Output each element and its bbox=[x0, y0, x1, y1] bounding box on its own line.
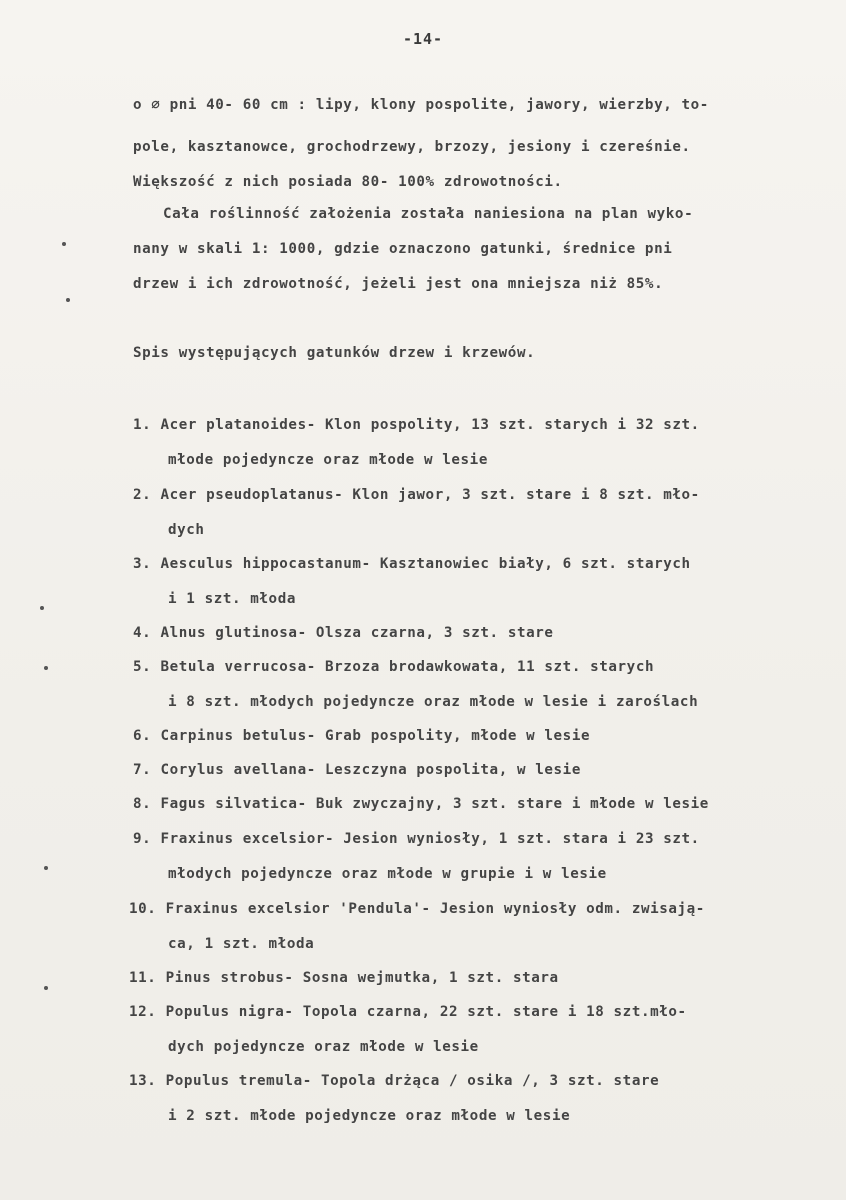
item-text: Populus tremula- Topola drżąca / osika /, 3 szt. stare bbox=[165, 1073, 660, 1089]
item-number: 11. bbox=[129, 970, 157, 986]
list-item bbox=[133, 728, 590, 744]
margin-mark bbox=[62, 242, 66, 246]
list-item bbox=[133, 487, 700, 503]
item-text: Populus nigra- Topola czarna, 22 szt. stare i 18 szt.mło- bbox=[165, 1004, 687, 1020]
text-line: Większość z nich posiada 80- 100% zdrowotności. bbox=[133, 174, 563, 190]
list-item bbox=[133, 831, 700, 847]
item-text: Carpinus betulus- Grab pospolity, młode w lesie bbox=[160, 728, 591, 744]
item-text: Betula verrucosa- Brzoza brodawkowata, 11 szt. starych bbox=[160, 659, 655, 675]
list-item bbox=[133, 762, 581, 778]
item-number: 7. bbox=[133, 762, 152, 778]
item-number: 4. bbox=[133, 625, 152, 641]
item-continuation: dych bbox=[168, 522, 205, 538]
item-number: 5. bbox=[133, 659, 152, 675]
text-line: drzew i ich zdrowotność, jeżeli jest ona mniejsza niż 85%. bbox=[133, 276, 664, 292]
item-text: Aesculus hippocastanum- Kasztanowiec biały, 6 szt. starych bbox=[160, 556, 691, 572]
item-continuation: i 2 szt. młode pojedyncze oraz młode w lesie bbox=[168, 1108, 571, 1124]
item-continuation: dych pojedyncze oraz młode w lesie bbox=[168, 1039, 479, 1055]
margin-mark bbox=[44, 666, 48, 670]
margin-mark bbox=[44, 986, 48, 990]
item-continuation: młodych pojedyncze oraz młode w grupie i w lesie bbox=[168, 866, 607, 882]
margin-mark bbox=[66, 298, 70, 302]
text-line: pole, kasztanowce, grochodrzewy, brzozy, jesiony i czereśnie. bbox=[133, 139, 691, 155]
item-number: 12. bbox=[129, 1004, 157, 1020]
item-number: 1. bbox=[133, 417, 152, 433]
page-number: -14- bbox=[402, 30, 444, 48]
list-item bbox=[129, 901, 705, 917]
text-line: Cała roślinność założenia została naniesiona na plan wyko- bbox=[163, 206, 694, 222]
item-continuation: młode pojedyncze oraz młode w lesie bbox=[168, 452, 488, 468]
item-number: 3. bbox=[133, 556, 152, 572]
list-item bbox=[129, 1004, 687, 1020]
item-text: Acer platanoides- Klon pospolity, 13 szt. starych i 32 szt. bbox=[160, 417, 700, 433]
item-text: Fraxinus excelsior- Jesion wyniosły, 1 szt. stara i 23 szt. bbox=[160, 831, 700, 847]
item-continuation: ca, 1 szt. młoda bbox=[168, 936, 315, 952]
list-item bbox=[129, 1073, 659, 1089]
list-item bbox=[133, 796, 709, 812]
item-continuation: i 1 szt. młoda bbox=[168, 591, 296, 607]
list-item bbox=[129, 970, 559, 986]
item-text: Fraxinus excelsior 'Pendula'- Jesion wyniosły odm. zwisają- bbox=[165, 901, 705, 917]
margin-mark bbox=[40, 606, 44, 610]
item-number: 9. bbox=[133, 831, 152, 847]
margin-mark bbox=[44, 866, 48, 870]
list-item bbox=[133, 659, 654, 675]
item-continuation: i 8 szt. młodych pojedyncze oraz młode w lesie i zaroślach bbox=[168, 694, 699, 710]
list-item bbox=[133, 556, 691, 572]
list-item bbox=[133, 625, 554, 641]
item-number: 6. bbox=[133, 728, 152, 744]
item-text: Alnus glutinosa- Olsza czarna, 3 szt. stare bbox=[160, 625, 554, 641]
list-item bbox=[133, 417, 700, 433]
item-text: Acer pseudoplatanus- Klon jawor, 3 szt. stare i 8 szt. mło- bbox=[160, 487, 700, 503]
item-number: 2. bbox=[133, 487, 152, 503]
text-line: o ∅ pni 40- 60 cm : lipy, klony pospolite, jawory, wierzby, to- bbox=[133, 97, 709, 113]
list-heading: Spis występujących gatunków drzew i krzewów. bbox=[133, 345, 536, 361]
item-number: 8. bbox=[133, 796, 152, 812]
item-text: Pinus strobus- Sosna wejmutka, 1 szt. stara bbox=[165, 970, 559, 986]
item-text: Corylus avellana- Leszczyna pospolita, w lesie bbox=[160, 762, 581, 778]
text-line: nany w skali 1: 1000, gdzie oznaczono gatunki, średnice pni bbox=[133, 241, 673, 257]
item-number: 10. bbox=[129, 901, 157, 917]
item-number: 13. bbox=[129, 1073, 157, 1089]
item-text: Fagus silvatica- Buk zwyczajny, 3 szt. stare i młode w lesie bbox=[160, 796, 709, 812]
